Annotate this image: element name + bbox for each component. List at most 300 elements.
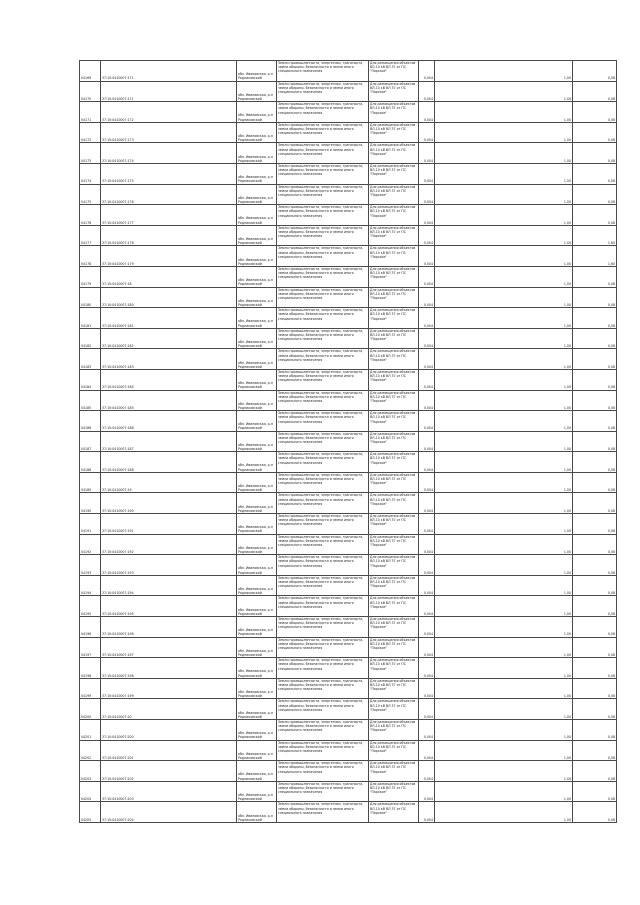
area-cell: 0,004 xyxy=(419,102,435,123)
permitted-use-cell: Для размещения объектов ВЛ-10 кВ ВЛ 37 от ПС "Парское" xyxy=(369,246,419,267)
cadastral-number-cell: 37:10:0410007:20 xyxy=(101,699,237,720)
permitted-use-cell: Для размещения объектов ВЛ-10 кВ ВЛ 37 от ПС "Парское" xyxy=(369,452,419,473)
row-number-cell: 04188 xyxy=(80,452,101,473)
address-cell: обл. Ивановская, р-н Родниковский xyxy=(237,246,277,267)
land-category-cell: Земли промышленности, энергетики, транспорта, земли обороны, безопасности и земли иного специального назначения xyxy=(277,720,369,741)
area-cell: 0,004 xyxy=(419,534,435,555)
table-row xyxy=(80,266,617,287)
area-cell: 0,004 xyxy=(419,493,435,514)
land-category-cell: Земли промышленности, энергетики, транспорта, земли обороны, безопасности и земли иного специального назначения xyxy=(277,328,369,349)
value-cell: 1,00 xyxy=(435,205,573,226)
land-category-cell: Земли промышленности, энергетики, транспорта, земли обороны, безопасности и земли иного специального назначения xyxy=(277,287,369,308)
amount-cell: 0,08 xyxy=(573,184,617,205)
table-row xyxy=(80,699,617,720)
permitted-use-cell: Для размещения объектов ВЛ-10 кВ ВЛ 37 от ПС "Парское" xyxy=(369,287,419,308)
cadastral-number-cell: 37:10:0410007:199 xyxy=(101,678,237,699)
amount-cell: 0,08 xyxy=(573,81,617,102)
row-number-cell: 04205 xyxy=(80,802,101,823)
cadastral-number-cell: 37:10:0410007:202 xyxy=(101,761,237,782)
table-row xyxy=(80,369,617,390)
table-row xyxy=(80,534,617,555)
value-cell: 1,00 xyxy=(435,658,573,679)
land-category-cell: Земли промышленности, энергетики, транспорта, земли обороны, безопасности и земли иного специального назначения xyxy=(277,184,369,205)
permitted-use-cell: Для размещения объектов ВЛ-10 кВ ВЛ 37 от ПС "Парское" xyxy=(369,225,419,246)
cadastral-number-cell: 37:10:0410007:172 xyxy=(101,102,237,123)
area-cell: 0,004 xyxy=(419,287,435,308)
land-category-cell: Земли промышленности, энергетики, транспорта, земли обороны, безопасности и земли иного специального назначения xyxy=(277,658,369,679)
land-category-cell: Земли промышленности, энергетики, транспорта, земли обороны, безопасности и земли иного специального назначения xyxy=(277,102,369,123)
land-category-cell: Земли промышленности, энергетики, транспорта, земли обороны, безопасности и земли иного специального назначения xyxy=(277,122,369,143)
address-cell: обл. Ивановская, р-н Родниковский xyxy=(237,452,277,473)
cadastral-number-cell: 37:10:0410007:176 xyxy=(101,184,237,205)
address-cell: обл. Ивановская, р-н Родниковский xyxy=(237,122,277,143)
amount-cell: 0,08 xyxy=(573,802,617,823)
amount-cell: 0,08 xyxy=(573,205,617,226)
row-number-cell: 04183 xyxy=(80,349,101,370)
area-cell: 0,004 xyxy=(419,81,435,102)
cadastral-number-cell: 37:10:0410007:201 xyxy=(101,740,237,761)
amount-cell: 0,08 xyxy=(573,514,617,535)
cadastral-number-cell: 37:10:0410007:177 xyxy=(101,205,237,226)
table-row xyxy=(80,349,617,370)
address-cell: обл. Ивановская, р-н Родниковский xyxy=(237,205,277,226)
row-number-cell: 04195 xyxy=(80,596,101,617)
row-number-cell: 04204 xyxy=(80,781,101,802)
amount-cell: 0,08 xyxy=(573,781,617,802)
table-row xyxy=(80,740,617,761)
land-category-cell: Земли промышленности, энергетики, транспорта, земли обороны, безопасности и земли иного специального назначения xyxy=(277,575,369,596)
row-number-cell: 04200 xyxy=(80,699,101,720)
area-cell: 0,004 xyxy=(419,61,435,82)
land-category-cell: Земли промышленности, энергетики, транспорта, земли обороны, безопасности и земли иного специального назначения xyxy=(277,678,369,699)
permitted-use-cell: Для размещения объектов ВЛ-10 кВ ВЛ 37 от ПС "Парское" xyxy=(369,184,419,205)
area-cell: 0,004 xyxy=(419,122,435,143)
cadastral-number-cell: 37:10:0410007:183 xyxy=(101,349,237,370)
permitted-use-cell: Для размещения объектов ВЛ-10 кВ ВЛ 37 от ПС "Парское" xyxy=(369,369,419,390)
land-category-cell: Земли промышленности, энергетики, транспорта, земли обороны, безопасности и земли иного специального назначения xyxy=(277,163,369,184)
land-category-cell: Земли промышленности, энергетики, транспорта, земли обороны, безопасности и земли иного специального назначения xyxy=(277,740,369,761)
row-number-cell: 04198 xyxy=(80,658,101,679)
area-cell: 0,004 xyxy=(419,720,435,741)
land-category-cell: Земли промышленности, энергетики, транспорта, земли обороны, безопасности и земли иного специального назначения xyxy=(277,369,369,390)
table-row xyxy=(80,163,617,184)
cadastral-number-cell: 37:10:0410007:188 xyxy=(101,452,237,473)
land-category-cell: Земли промышленности, энергетики, транспорта, земли обороны, безопасности и земли иного специального назначения xyxy=(277,81,369,102)
area-cell: 0,004 xyxy=(419,452,435,473)
address-cell: обл. Ивановская, р-н Родниковский xyxy=(237,349,277,370)
permitted-use-cell: Для размещения объектов ВЛ-10 кВ ВЛ 37 от ПС "Парское" xyxy=(369,534,419,555)
address-cell: обл. Ивановская, р-н Родниковский xyxy=(237,308,277,329)
row-number-cell: 04187 xyxy=(80,431,101,452)
amount-cell: 0,08 xyxy=(573,575,617,596)
table-row xyxy=(80,452,617,473)
area-cell: 0,004 xyxy=(419,761,435,782)
address-cell: обл. Ивановская, р-н Родниковский xyxy=(237,81,277,102)
land-category-cell: Земли промышленности, энергетики, транспорта, земли обороны, безопасности и земли иного специального назначения xyxy=(277,205,369,226)
area-cell: 0,004 xyxy=(419,472,435,493)
permitted-use-cell: Для размещения объектов ВЛ-10 кВ ВЛ 37 от ПС "Парское" xyxy=(369,658,419,679)
row-number-cell: 04169 xyxy=(80,61,101,82)
address-cell: обл. Ивановская, р-н Родниковский xyxy=(237,163,277,184)
value-cell: 1,00 xyxy=(435,287,573,308)
land-category-cell: Земли промышленности, энергетики, транспорта, земли обороны, безопасности и земли иного специального назначения xyxy=(277,390,369,411)
cadastral-number-cell: 37:10:0410007:180 xyxy=(101,287,237,308)
amount-cell: 0,08 xyxy=(573,328,617,349)
value-cell: 1,00 xyxy=(435,431,573,452)
amount-cell: 0,08 xyxy=(573,678,617,699)
amount-cell: 0,08 xyxy=(573,411,617,432)
cadastral-number-cell: 37:10:0410007:173 xyxy=(101,122,237,143)
cadastral-number-cell: 37:10:0410007:18 xyxy=(101,266,237,287)
land-category-cell: Земли промышленности, энергетики, транспорта, земли обороны, безопасности и земли иного специального назначения xyxy=(277,699,369,720)
table-row xyxy=(80,102,617,123)
address-cell: обл. Ивановская, р-н Родниковский xyxy=(237,555,277,576)
area-cell: 0,004 xyxy=(419,246,435,267)
value-cell: 1,00 xyxy=(435,596,573,617)
area-cell: 0,004 xyxy=(419,678,435,699)
value-cell: 1,00 xyxy=(435,720,573,741)
land-category-cell: Земли промышленности, энергетики, транспорта, земли обороны, безопасности и земли иного специального назначения xyxy=(277,266,369,287)
address-cell: обл. Ивановская, р-н Родниковский xyxy=(237,575,277,596)
table-row xyxy=(80,328,617,349)
cadastral-number-cell: 37:10:0410007:184 xyxy=(101,369,237,390)
land-category-cell: Земли промышленности, энергетики, транспорта, земли обороны, безопасности и земли иного специального назначения xyxy=(277,534,369,555)
permitted-use-cell: Для размещения объектов ВЛ-10 кВ ВЛ 37 от ПС "Парское" xyxy=(369,431,419,452)
amount-cell: 0,08 xyxy=(573,596,617,617)
permitted-use-cell: Для размещения объектов ВЛ-10 кВ ВЛ 37 от ПС "Парское" xyxy=(369,781,419,802)
table-row xyxy=(80,637,617,658)
amount-cell: 0,08 xyxy=(573,472,617,493)
value-cell: 1,00 xyxy=(435,555,573,576)
address-cell: обл. Ивановская, р-н Родниковский xyxy=(237,678,277,699)
table-row xyxy=(80,390,617,411)
table-row xyxy=(80,61,617,82)
cadastral-number-cell: 37:10:0410007:200 xyxy=(101,720,237,741)
address-cell: обл. Ивановская, р-н Родниковский xyxy=(237,596,277,617)
permitted-use-cell: Для размещения объектов ВЛ-10 кВ ВЛ 37 от ПС "Парское" xyxy=(369,617,419,638)
address-cell: обл. Ивановская, р-н Родниковский xyxy=(237,390,277,411)
permitted-use-cell: Для размещения объектов ВЛ-10 кВ ВЛ 37 от ПС "Парское" xyxy=(369,493,419,514)
amount-cell: 0,08 xyxy=(573,122,617,143)
table-row xyxy=(80,555,617,576)
row-number-cell: 04178 xyxy=(80,246,101,267)
table-row xyxy=(80,431,617,452)
table-row xyxy=(80,472,617,493)
value-cell: 1,00 xyxy=(435,266,573,287)
cadastral-number-cell: 37:10:0410007:191 xyxy=(101,514,237,535)
value-cell: 1,00 xyxy=(435,349,573,370)
row-number-cell: 04177 xyxy=(80,225,101,246)
permitted-use-cell: Для размещения объектов ВЛ-10 кВ ВЛ 37 от ПС "Парское" xyxy=(369,143,419,164)
area-cell: 0,004 xyxy=(419,699,435,720)
land-category-cell: Земли промышленности, энергетики, транспорта, земли обороны, безопасности и земли иного специального назначения xyxy=(277,493,369,514)
table-row xyxy=(80,761,617,782)
table-body xyxy=(80,61,617,823)
cadastral-number-cell: 37:10:0410007:182 xyxy=(101,328,237,349)
table-row xyxy=(80,143,617,164)
row-number-cell: 04194 xyxy=(80,575,101,596)
table-row xyxy=(80,720,617,741)
value-cell: 1,00 xyxy=(435,472,573,493)
land-category-cell: Земли промышленности, энергетики, транспорта, земли обороны, безопасности и земли иного специального назначения xyxy=(277,349,369,370)
permitted-use-cell: Для размещения объектов ВЛ-10 кВ ВЛ 37 от ПС "Парское" xyxy=(369,163,419,184)
row-number-cell: 04184 xyxy=(80,369,101,390)
cadastral-number-cell: 37:10:0410007:185 xyxy=(101,390,237,411)
row-number-cell: 04191 xyxy=(80,514,101,535)
table-row xyxy=(80,802,617,823)
value-cell: 1,00 xyxy=(435,411,573,432)
area-cell: 0,004 xyxy=(419,431,435,452)
table-row xyxy=(80,617,617,638)
row-number-cell: 04173 xyxy=(80,143,101,164)
value-cell: 1,00 xyxy=(435,699,573,720)
value-cell: 1,00 xyxy=(435,678,573,699)
permitted-use-cell: Для размещения объектов ВЛ-10 кВ ВЛ 37 от ПС "Парское" xyxy=(369,349,419,370)
area-cell: 0,004 xyxy=(419,308,435,329)
value-cell: 1,00 xyxy=(435,122,573,143)
area-cell: 0,004 xyxy=(419,184,435,205)
area-cell: 0,004 xyxy=(419,802,435,823)
land-category-cell: Земли промышленности, энергетики, транспорта, земли обороны, безопасности и земли иного специального назначения xyxy=(277,143,369,164)
permitted-use-cell: Для размещения объектов ВЛ-10 кВ ВЛ 37 от ПС "Парское" xyxy=(369,266,419,287)
address-cell: обл. Ивановская, р-н Родниковский xyxy=(237,61,277,82)
value-cell: 1,00 xyxy=(435,493,573,514)
address-cell: обл. Ивановская, р-н Родниковский xyxy=(237,740,277,761)
value-cell: 1,00 xyxy=(435,452,573,473)
value-cell: 1,00 xyxy=(435,617,573,638)
row-number-cell: 04196 xyxy=(80,617,101,638)
land-category-cell: Земли промышленности, энергетики, транспорта, земли обороны, безопасности и земли иного специального назначения xyxy=(277,411,369,432)
row-number-cell: 04172 xyxy=(80,122,101,143)
amount-cell: 0,08 xyxy=(573,452,617,473)
area-cell: 0,004 xyxy=(419,205,435,226)
table-row xyxy=(80,596,617,617)
address-cell: обл. Ивановская, р-н Родниковский xyxy=(237,411,277,432)
amount-cell: 0,08 xyxy=(573,740,617,761)
table-row xyxy=(80,514,617,535)
value-cell: 1,00 xyxy=(435,163,573,184)
area-cell: 0,004 xyxy=(419,575,435,596)
permitted-use-cell: Для размещения объектов ВЛ-10 кВ ВЛ 37 от ПС "Парское" xyxy=(369,802,419,823)
amount-cell: 0,08 xyxy=(573,431,617,452)
amount-cell: 0,08 xyxy=(573,493,617,514)
amount-cell: 0,08 xyxy=(573,617,617,638)
area-cell: 0,004 xyxy=(419,369,435,390)
table-row xyxy=(80,225,617,246)
permitted-use-cell: Для размещения объектов ВЛ-10 кВ ВЛ 37 от ПС "Парское" xyxy=(369,102,419,123)
address-cell: обл. Ивановская, р-н Родниковский xyxy=(237,617,277,638)
value-cell: 1,00 xyxy=(435,575,573,596)
address-cell: обл. Ивановская, р-н Родниковский xyxy=(237,699,277,720)
table-row xyxy=(80,678,617,699)
permitted-use-cell: Для размещения объектов ВЛ-10 кВ ВЛ 37 от ПС "Парское" xyxy=(369,61,419,82)
value-cell: 1,00 xyxy=(435,761,573,782)
table-row xyxy=(80,81,617,102)
value-cell: 1,00 xyxy=(435,802,573,823)
table-row xyxy=(80,122,617,143)
area-cell: 0,004 xyxy=(419,555,435,576)
row-number-cell: 04180 xyxy=(80,287,101,308)
permitted-use-cell: Для размещения объектов ВЛ-10 кВ ВЛ 37 от ПС "Парское" xyxy=(369,637,419,658)
land-category-cell: Земли промышленности, энергетики, транспорта, земли обороны, безопасности и земли иного специального назначения xyxy=(277,472,369,493)
cadastral-number-cell: 37:10:0410007:171 xyxy=(101,61,237,82)
permitted-use-cell: Для размещения объектов ВЛ-10 кВ ВЛ 37 от ПС "Парское" xyxy=(369,122,419,143)
land-category-cell: Земли промышленности, энергетики, транспорта, земли обороны, безопасности и земли иного специального назначения xyxy=(277,637,369,658)
amount-cell: 0,08 xyxy=(573,308,617,329)
address-cell: обл. Ивановская, р-н Родниковский xyxy=(237,658,277,679)
area-cell: 0,004 xyxy=(419,411,435,432)
cadastral-number-cell: 37:10:0410007:192 xyxy=(101,534,237,555)
permitted-use-cell: Для размещения объектов ВЛ-10 кВ ВЛ 37 от ПС "Парское" xyxy=(369,575,419,596)
amount-cell: 0,08 xyxy=(573,720,617,741)
area-cell: 0,004 xyxy=(419,617,435,638)
cadastral-number-cell: 37:10:0410007:186 xyxy=(101,411,237,432)
address-cell: обл. Ивановская, р-н Родниковский xyxy=(237,225,277,246)
area-cell: 0,004 xyxy=(419,143,435,164)
amount-cell: 1,60 xyxy=(573,225,617,246)
permitted-use-cell: Для размещения объектов ВЛ-10 кВ ВЛ 37 от ПС "Парское" xyxy=(369,514,419,535)
area-cell: 0,004 xyxy=(419,328,435,349)
amount-cell: 1,60 xyxy=(573,246,617,267)
row-number-cell: 04171 xyxy=(80,102,101,123)
amount-cell: 0,08 xyxy=(573,102,617,123)
address-cell: обл. Ивановская, р-н Родниковский xyxy=(237,102,277,123)
address-cell: обл. Ивановская, р-н Родниковский xyxy=(237,761,277,782)
value-cell: 1,00 xyxy=(435,369,573,390)
row-number-cell: 04174 xyxy=(80,163,101,184)
amount-cell: 0,08 xyxy=(573,143,617,164)
area-cell: 0,004 xyxy=(419,266,435,287)
cadastral-number-cell: 37:10:0410007:19 xyxy=(101,472,237,493)
cadastral-number-cell: 37:10:0410007:175 xyxy=(101,163,237,184)
address-cell: обл. Ивановская, р-н Родниковский xyxy=(237,720,277,741)
row-number-cell: 04203 xyxy=(80,761,101,782)
permitted-use-cell: Для размещения объектов ВЛ-10 кВ ВЛ 37 от ПС "Парское" xyxy=(369,411,419,432)
area-cell: 0,004 xyxy=(419,781,435,802)
cadastral-number-cell: 37:10:0410007:174 xyxy=(101,143,237,164)
row-number-cell: 04197 xyxy=(80,637,101,658)
value-cell: 1,00 xyxy=(435,328,573,349)
amount-cell: 0,08 xyxy=(573,287,617,308)
address-cell: обл. Ивановская, р-н Родниковский xyxy=(237,781,277,802)
land-category-cell: Земли промышленности, энергетики, транспорта, земли обороны, безопасности и земли иного специального назначения xyxy=(277,61,369,82)
address-cell: обл. Ивановская, р-н Родниковский xyxy=(237,184,277,205)
row-number-cell: 04202 xyxy=(80,740,101,761)
table-row xyxy=(80,184,617,205)
value-cell: 1,00 xyxy=(435,61,573,82)
value-cell: 1,00 xyxy=(435,390,573,411)
cadastral-number-cell: 37:10:0410007:203 xyxy=(101,781,237,802)
area-cell: 0,004 xyxy=(419,596,435,617)
address-cell: обл. Ивановская, р-н Родниковский xyxy=(237,328,277,349)
amount-cell: 0,08 xyxy=(573,163,617,184)
address-cell: обл. Ивановская, р-н Родниковский xyxy=(237,493,277,514)
value-cell: 1,00 xyxy=(435,81,573,102)
area-cell: 0,004 xyxy=(419,390,435,411)
permitted-use-cell: Для размещения объектов ВЛ-10 кВ ВЛ 37 от ПС "Парское" xyxy=(369,555,419,576)
land-category-cell: Земли промышленности, энергетики, транспорта, земли обороны, безопасности и земли иного специального назначения xyxy=(277,452,369,473)
row-number-cell: 04170 xyxy=(80,81,101,102)
area-cell: 0,004 xyxy=(419,163,435,184)
permitted-use-cell: Для размещения объектов ВЛ-10 кВ ВЛ 37 от ПС "Парское" xyxy=(369,328,419,349)
permitted-use-cell: Для размещения объектов ВЛ-10 кВ ВЛ 37 от ПС "Парское" xyxy=(369,472,419,493)
permitted-use-cell: Для размещения объектов ВЛ-10 кВ ВЛ 37 от ПС "Парское" xyxy=(369,678,419,699)
cadastral-number-cell: 37:10:0410007:190 xyxy=(101,493,237,514)
amount-cell: 0,08 xyxy=(573,761,617,782)
row-number-cell: 04176 xyxy=(80,205,101,226)
amount-cell: 0,08 xyxy=(573,637,617,658)
value-cell: 1,00 xyxy=(435,184,573,205)
address-cell: обл. Ивановская, р-н Родниковский xyxy=(237,287,277,308)
cadastral-number-cell: 37:10:0410007:187 xyxy=(101,431,237,452)
row-number-cell: 04189 xyxy=(80,472,101,493)
permitted-use-cell: Для размещения объектов ВЛ-10 кВ ВЛ 37 от ПС "Парское" xyxy=(369,81,419,102)
amount-cell: 0,08 xyxy=(573,266,617,287)
permitted-use-cell: Для размещения объектов ВЛ-10 кВ ВЛ 37 от ПС "Парское" xyxy=(369,740,419,761)
permitted-use-cell: Для размещения объектов ВЛ-10 кВ ВЛ 37 от ПС "Парское" xyxy=(369,699,419,720)
row-number-cell: 04193 xyxy=(80,555,101,576)
address-cell: обл. Ивановская, р-н Родниковский xyxy=(237,143,277,164)
table-row xyxy=(80,308,617,329)
address-cell: обл. Ивановская, р-н Родниковский xyxy=(237,472,277,493)
value-cell: 1,00 xyxy=(435,781,573,802)
row-number-cell: 04192 xyxy=(80,534,101,555)
amount-cell: 0,08 xyxy=(573,61,617,82)
value-cell: 1,00 xyxy=(435,246,573,267)
address-cell: обл. Ивановская, р-н Родниковский xyxy=(237,266,277,287)
cadastral-number-cell: 37:10:0410007:195 xyxy=(101,596,237,617)
area-cell: 0,004 xyxy=(419,637,435,658)
amount-cell: 0,08 xyxy=(573,349,617,370)
value-cell: 1,00 xyxy=(435,534,573,555)
value-cell: 1,00 xyxy=(435,143,573,164)
cadastral-number-cell: 37:10:0410007:197 xyxy=(101,637,237,658)
land-plots-table xyxy=(79,60,617,823)
address-cell: обл. Ивановская, р-н Родниковский xyxy=(237,802,277,823)
row-number-cell: 04175 xyxy=(80,184,101,205)
permitted-use-cell: Для размещения объектов ВЛ-10 кВ ВЛ 37 от ПС "Парское" xyxy=(369,390,419,411)
row-number-cell: 04190 xyxy=(80,493,101,514)
cadastral-number-cell: 37:10:0410007:196 xyxy=(101,617,237,638)
table-row xyxy=(80,781,617,802)
permitted-use-cell: Для размещения объектов ВЛ-10 кВ ВЛ 37 от ПС "Парское" xyxy=(369,205,419,226)
land-category-cell: Земли промышленности, энергетики, транспорта, земли обороны, безопасности и земли иного специального назначения xyxy=(277,555,369,576)
area-cell: 0,004 xyxy=(419,349,435,370)
address-cell: обл. Ивановская, р-н Родниковский xyxy=(237,431,277,452)
value-cell: 1,00 xyxy=(435,740,573,761)
land-category-cell: Земли промышленности, энергетики, транспорта, земли обороны, безопасности и земли иного специального назначения xyxy=(277,246,369,267)
permitted-use-cell: Для размещения объектов ВЛ-10 кВ ВЛ 37 от ПС "Парское" xyxy=(369,308,419,329)
table-row xyxy=(80,493,617,514)
land-category-cell: Земли промышленности, энергетики, транспорта, земли обороны, безопасности и земли иного специального назначения xyxy=(277,802,369,823)
table-row xyxy=(80,287,617,308)
table-row xyxy=(80,575,617,596)
amount-cell: 0,08 xyxy=(573,555,617,576)
row-number-cell: 04201 xyxy=(80,720,101,741)
land-category-cell: Земли промышленности, энергетики, транспорта, земли обороны, безопасности и земли иного специального назначения xyxy=(277,308,369,329)
cadastral-number-cell: 37:10:0410007:178 xyxy=(101,225,237,246)
cadastral-number-cell: 37:10:0410007:181 xyxy=(101,308,237,329)
amount-cell: 0,08 xyxy=(573,390,617,411)
table-row xyxy=(80,658,617,679)
cadastral-number-cell: 37:10:0410007:204 xyxy=(101,802,237,823)
land-category-cell: Земли промышленности, энергетики, транспорта, земли обороны, безопасности и земли иного специального назначения xyxy=(277,761,369,782)
cadastral-number-cell: 37:10:0410007:198 xyxy=(101,658,237,679)
permitted-use-cell: Для размещения объектов ВЛ-10 кВ ВЛ 37 от ПС "Парское" xyxy=(369,720,419,741)
value-cell: 1,00 xyxy=(435,637,573,658)
cadastral-number-cell: 37:10:0410007:194 xyxy=(101,575,237,596)
permitted-use-cell: Для размещения объектов ВЛ-10 кВ ВЛ 37 от ПС "Парское" xyxy=(369,596,419,617)
